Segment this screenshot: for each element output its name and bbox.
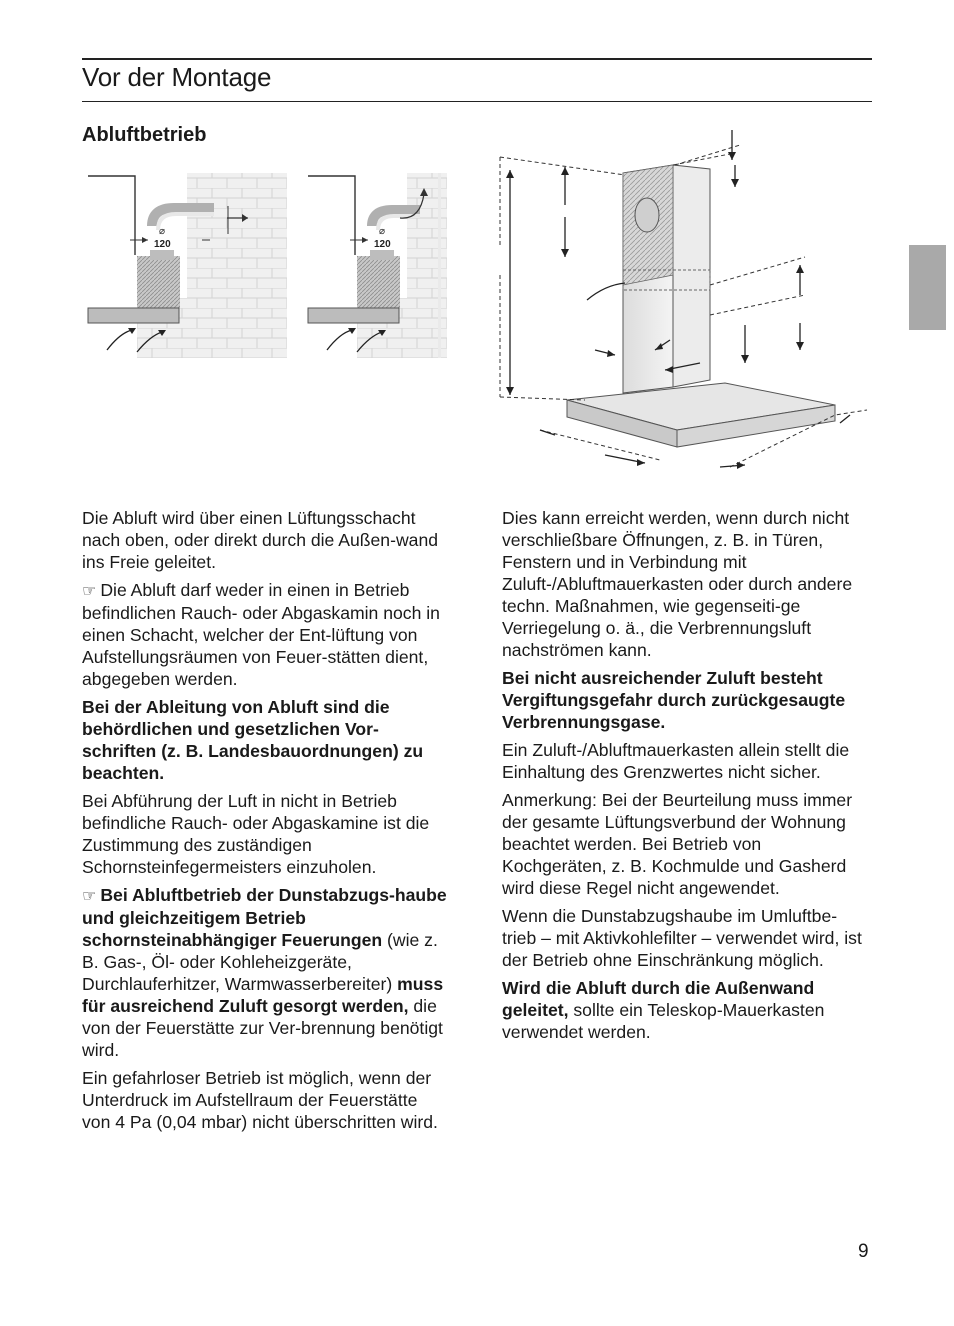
svg-text:⌀: ⌀ [159,226,166,237]
bold-text: Wird die Abluft durch die Außenwand geleitet, [502,978,815,1020]
paragraph: Die Abluft wird über einen Lüftungsschacht nach oben, oder direkt durch die Außen-wand ins Freie geleitet. [82,508,439,572]
plain-text: (wie z. B. Gas-, Öl- oder Kohleheizgeräte, Durchlauferhitzer, Warmwasserbereiter) [82,930,438,994]
page-title: Vor der Montage [82,62,272,92]
note-text: Die Abluft darf weder in einen in Betrieb befindlichen Rauch- oder Abgaskamin noch in einen Schacht, welcher der Ent-lüftung von Aufstellungsräumen von Feuer-stätten dient, abgegeben werden. [82,580,440,689]
plain-text: die von der Feuerstätte zur Ver-brennung benötigt wird. [82,996,443,1060]
warning-paragraph [82,696,450,784]
figure-exhaust-wall [82,168,292,363]
warning-paragraph [502,667,870,733]
svg-text:120: 120 [374,239,391,250]
paragraph: Wenn die Dunstabzugshaube im Umluftbe-trieb – mit Aktivkohlefilter – verwendet wird, ist der Betrieb ohne Einschränkung möglich. [502,906,862,970]
warning-text: Bei der Ableitung von Abluft sind die behördlichen und gesetzlichen Vor-schriften (z. B. Landesbauordnungen) zu beachten. [82,697,424,783]
note-paragraph [82,884,450,1061]
paragraph: Anmerkung: Bei der Beurteilung muss immer der gesamte Lüftungsverbund der Wohnung beachtet werden. Bei Betrieb von Kochgeräten, z. B. Kochmulde und Gasherd wird diese Regel nicht angewendet. [502,790,853,898]
text-column-left [82,507,450,1139]
note-hand-icon: ☞ [82,581,97,600]
figure-exhaust-up [302,168,452,363]
paragraph: Dies kann erreicht werden, wenn durch nicht verschließbare Öffnungen, z. B. in Türen, Fenstern und in Verbindung mit Zuluft-/Abluftmauerkasten oder durch andere techn. Maßnahmen, wie gegenseiti-ge Verriegelung o. ä., die Verbrennungsluft nachströmen kann. [502,508,853,660]
header-bottom-rule [82,101,872,102]
chapter-tab-marker [909,245,946,330]
figure-hood-dimensions [495,125,875,475]
bold-text: muss für ausreichend Zuluft gesorgt werden, [82,974,444,1016]
bold-text: Bei Abluftbetrieb der Dunstabzugs-haube und gleichzeitigem Betrieb schornsteinabhängiger Feuerungen [82,885,447,950]
svg-text:⌀: ⌀ [379,226,386,237]
paragraph [502,977,870,1043]
page-number: 9 [858,1241,869,1262]
paragraph: Bei Abführung der Luft in nicht in Betrieb befindliche Rauch- oder Abgaskamine ist die Zustimmung des zuständigen Schornsteinfegermeisters einzuholen. [82,791,430,877]
text-column-right [502,507,870,1049]
warning-text: Bei nicht ausreichender Zuluft besteht Vergiftungsgefahr durch zurückgesaugte Verbrennungsgase. [502,668,846,732]
paragraph: Ein gefahrloser Betrieb ist möglich, wenn der Unterdruck im Aufstellraum der Feuerstätte von 4 Pa (0,04 mbar) nicht überschritten wird. [82,1068,438,1132]
note-paragraph [82,579,450,690]
section-heading: Abluftbetrieb [82,124,207,146]
svg-text:120: 120 [154,239,171,250]
header-top-rule [82,58,872,60]
paragraph: Ein Zuluft-/Abluftmauerkasten allein stellt die Einhaltung des Grenzwertes nicht sicher. [502,740,850,782]
plain-text: sollte ein Teleskop-Mauerkasten verwendet werden. [502,1000,825,1042]
note-hand-icon: ☞ [82,886,97,905]
